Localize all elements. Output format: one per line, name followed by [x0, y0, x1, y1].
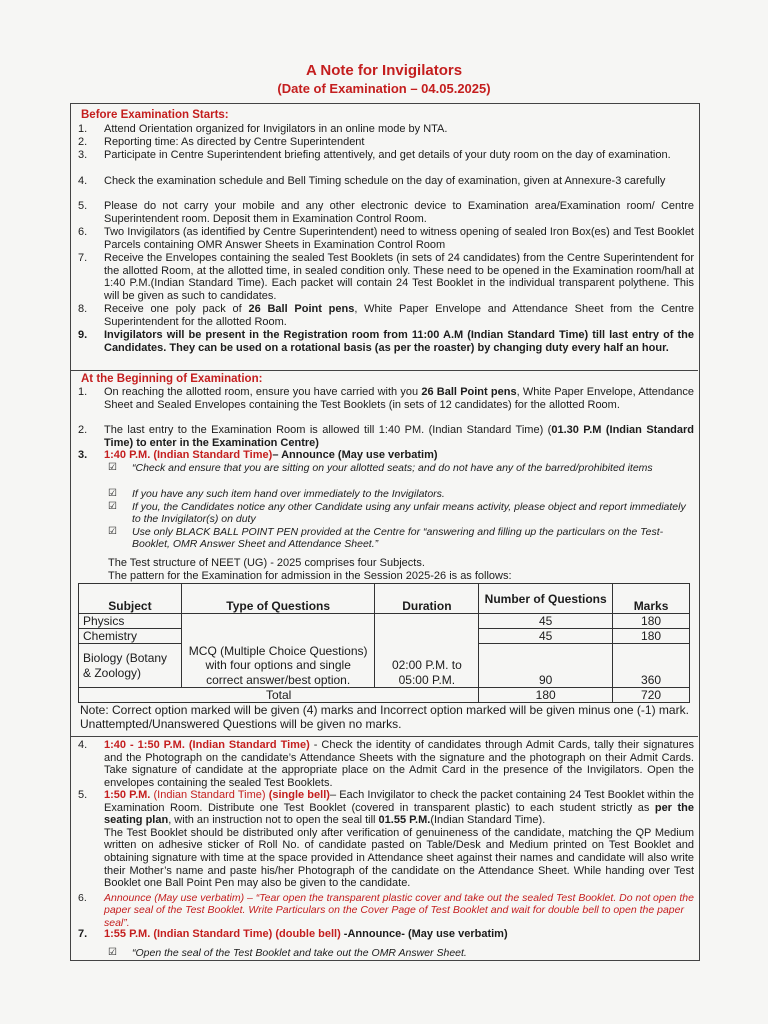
- item-text: , with an instruction not to open the seal till: [168, 814, 379, 827]
- item-text: Participate in Centre Superintendent briefing attentively, and get details of your duty room on the day of examination.: [104, 149, 671, 161]
- table-cell: 360: [613, 644, 690, 688]
- table-cell: 90: [479, 644, 613, 688]
- table-cell: 180: [613, 614, 690, 629]
- item-number: 5.: [78, 789, 88, 801]
- checkbox-icon: ☑: [108, 501, 117, 512]
- column-header: Subject: [79, 584, 182, 614]
- page-subtitle: (Date of Examination – 04.05.2025): [277, 81, 491, 96]
- total-label: Total: [79, 688, 479, 703]
- item-text: (Indian Standard Time).: [430, 814, 546, 827]
- table-cell: Physics: [79, 614, 182, 629]
- section-divider: [70, 736, 698, 737]
- time-label: 1:50 P.M.: [104, 789, 151, 801]
- section-heading-before: Before Examination Starts:: [81, 109, 229, 121]
- item-text: - Check the identity of candidates through Admit Cards, tally their signatures and the Photograph on the candidate’s Attendance Sheets with the signature and the photograph on their Admit Cards. Take signature of candidate at the appropriate place on the Admit Card in the presence of the Invigilators. Open the envelopes containing the sealed Test Booklets.: [104, 739, 695, 789]
- checklist-text: Use only BLACK BALL POINT PEN provided at the Centre for “answering and filling up the particulars on the Test-Booklet, OMR Answer Sheet and Attendance Sheet.”: [132, 526, 664, 551]
- page-title: A Note for Invigilators: [305, 62, 463, 79]
- column-header: Type of Questions: [181, 584, 375, 614]
- bell-label: (single bell): [268, 789, 330, 801]
- item-number: 6.: [78, 892, 87, 904]
- item-bold-text: 26 Ball Point pens: [421, 386, 517, 398]
- checklist-text: “Open the seal of the Test Booklet and take out the OMR Answer Sheet.: [132, 947, 467, 959]
- item-number: 4.: [78, 175, 88, 187]
- item-number: 4.: [78, 739, 88, 751]
- table-header-row: [79, 584, 690, 614]
- structure-text: The pattern for the Examination for admission in the Session 2025-26 is as follows:: [108, 570, 512, 582]
- table-total-row: [79, 688, 690, 703]
- table-cell: 180: [613, 629, 690, 644]
- checklist-text: If you, the Candidates notice any other Candidate using any unfair means activity, please object and report immediately to the Invigilator(s) on duty: [132, 501, 686, 526]
- item-text: Reporting time: As directed by Centre Superintendent: [104, 136, 365, 148]
- item-number: 3.: [78, 149, 88, 161]
- section-divider: [70, 370, 698, 371]
- table-cell: 45: [479, 614, 613, 629]
- item-text: Announce (May use verbatim) – “Tear open the transparent plastic cover and take out the sealed Test Booklet. Do not open the paper seal of the Test Booklet. Write Particulars on the Cover Page of Test Booklet and wait for double bell to open the paper seal”.: [104, 892, 694, 929]
- item-number: 1.: [78, 123, 88, 135]
- item-number: 1.: [78, 386, 88, 398]
- item-text: Check the examination schedule and Bell Timing schedule on the day of examination, given at Annexure-3 carefully: [104, 175, 666, 187]
- checkbox-icon: ☑: [108, 488, 117, 499]
- total-marks: 720: [613, 688, 690, 703]
- item-number: 3.: [78, 449, 88, 461]
- duration-cell: 02:00 P.M. to 05:00 P.M.: [375, 614, 479, 688]
- item-number: 2.: [78, 424, 88, 436]
- item-number: 2.: [78, 136, 88, 148]
- checklist-text: “Check and ensure that you are sitting on your allotted seats; and do not have any of the barred/prohibited items: [132, 462, 653, 474]
- item-number: 7.: [78, 928, 88, 940]
- item-text: Invigilators will be present in the Registration room from 11:00 A.M (Indian Standard Time) till last entry of the Candidates. They can be used on a rotational basis (as per the roaster) by changing duty every half an hour.: [104, 329, 694, 354]
- item-text: Attend Orientation organized for Invigilators in an online mode by NTA.: [104, 123, 448, 135]
- item-bold-text: 26 Ball Point pens: [248, 303, 355, 315]
- column-header: Number of Questions: [479, 584, 613, 614]
- structure-text: The Test structure of NEET (UG) - 2025 comprises four Subjects.: [108, 557, 425, 569]
- item-text: Receive the Envelopes containing the sealed Test Booklets (in sets of 24 candidates) from the Centre Superintendent for the allotted Room, at the allotted time, in sealed condition only. These need to be opened in the Examination room/hall at 1:40 P.M.(Indian Standard Time). Each packet will contain 24 Test Booklet in the individual transparent polythene. This will be given as such to candidates.: [104, 252, 694, 302]
- marking-note: Note: Correct option marked will be given (4) marks and Incorrect option marked will be given minus one (-1) mark. Unattempted/Unanswered Questions will be given no marks.: [80, 703, 689, 731]
- item-text: – Each Invigilator to check the packet containing 24 Test Booklet within the Examination Room. Distribute one Test Booklet (covered in transparent plastic) to each student strictly as: [104, 789, 694, 814]
- time-label: 1:55 P.M. (Indian Standard Time) (double bell): [104, 928, 341, 940]
- column-header: Duration: [375, 584, 479, 614]
- time-zone-label: (Indian Standard Time): [150, 789, 269, 801]
- item-text: , White Paper Envelope and Attendance Sheet from the Centre Superintendent for the allotted Room.: [104, 303, 695, 328]
- table-cell: 45: [479, 629, 613, 644]
- item-text: The Test Booklet should be distributed only after verification of genuineness of the candidate, matching the QP Medium written on adhesive sticker of Roll No. of candidate pasted on Table/Desk and Medium printed on Test Booklet and obtaining signature with time at the space provided in Attendance sheet against their names and candidate will also write their Mother’s name and paste his/her Photograph of the candidate on the Attendance Sheet. While handing over Test Booklet one Ball Point Pen may also be given to the candidate.: [104, 826, 694, 890]
- checklist-text: If you have any such item hand over immediately to the Invigilators.: [132, 488, 445, 500]
- item-text: The last entry to the Examination Room is allowed till 1:40 PM. (Indian Standard Time) (: [104, 424, 552, 436]
- checkbox-icon: ☑: [108, 526, 117, 537]
- item-bold-text: 01.55 P.M.: [378, 814, 431, 827]
- checkbox-icon: ☑: [108, 462, 117, 473]
- table-cell: Biology (Botany & Zoology): [79, 644, 182, 688]
- item-number: 7.: [78, 252, 88, 264]
- item-text: – Announce (May use verbatim): [272, 449, 438, 461]
- table-row: [79, 614, 690, 629]
- checkbox-icon: ☑: [108, 947, 117, 958]
- exam-pattern-table: [78, 583, 690, 703]
- table-cell: Chemistry: [79, 629, 182, 644]
- item-number: 9.: [78, 329, 88, 341]
- item-text: , White Paper Envelope, Attendance Sheet and Sealed Envelopes containing the Test Booklets (in sets of 12 candidates) for the allotted Room.: [104, 386, 694, 411]
- question-type-cell: MCQ (Multiple Choice Questions) with four options and single correct answer/best option.: [181, 614, 375, 688]
- time-label: 1:40 P.M. (Indian Standard Time): [104, 449, 273, 461]
- item-text: Please do not carry your mobile and any other electronic device to Examination area/Examination room/ Centre Superintendent room. Deposit them in Examination Control Room.: [104, 200, 694, 225]
- item-text: Two Invigilators (as identified by Centre Superintendent) need to witness opening of sealed Iron Box(es) and Test Booklet Parcels containing OMR Answer Sheets in Examination Control Room: [104, 226, 694, 251]
- item-text: On reaching the allotted room, ensure you have carried with you: [104, 386, 422, 398]
- time-label: 1:40 - 1:50 P.M. (Indian Standard Time): [104, 739, 310, 751]
- section-heading-beginning: At the Beginning of Examination:: [81, 373, 263, 385]
- item-text: -Announce- (May use verbatim): [340, 928, 508, 940]
- item-bold-text: per the seating plan: [104, 801, 694, 827]
- total-number: 180: [479, 688, 613, 703]
- column-header: Marks: [613, 584, 690, 614]
- item-text: Receive one poly pack of: [104, 303, 249, 315]
- item-number: 5.: [78, 200, 88, 212]
- item-number: 6.: [78, 226, 88, 238]
- item-number: 8.: [78, 303, 88, 315]
- item-bold-text: 01.30 P.M (Indian Standard Time) to enter in the Examination Centre): [104, 424, 695, 449]
